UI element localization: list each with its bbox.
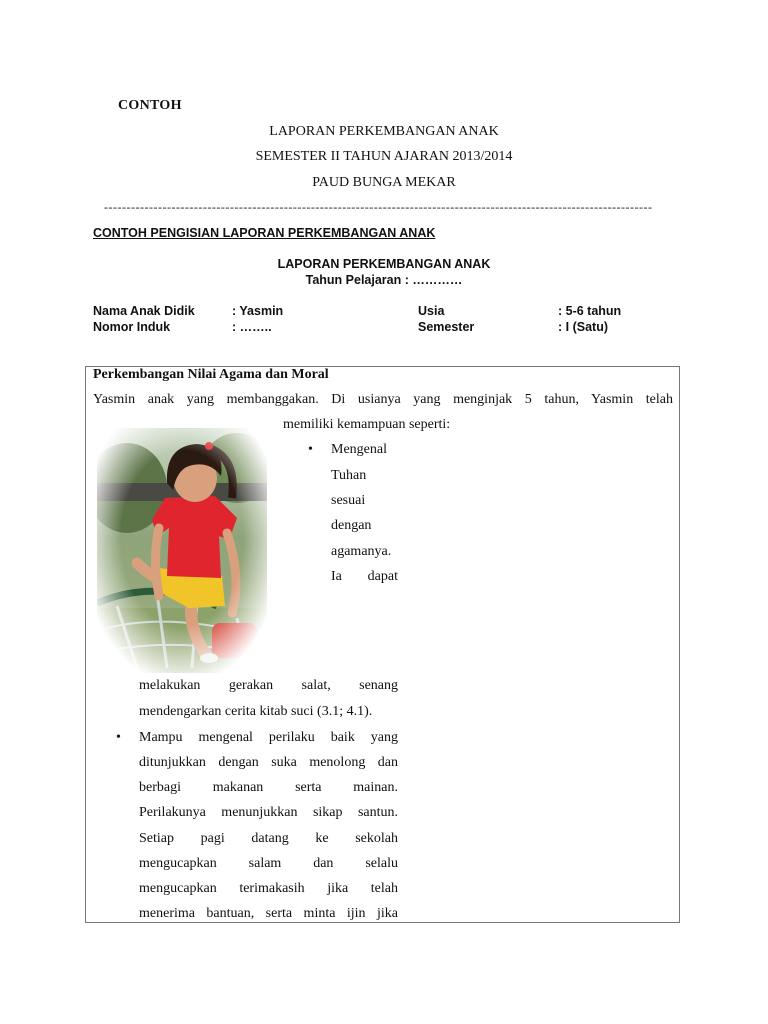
bullet-1-short-line: Ia dapat — [331, 569, 398, 584]
bullet-2-line-7: mengucapkan terimakasih jika telah — [139, 881, 398, 896]
child-photo — [97, 428, 267, 673]
name-value: : Yasmin — [232, 304, 284, 318]
name-label: Nama Anak Didik — [93, 304, 195, 318]
bullet-2-line-4: Perilakunya menunjukkan sikap santun. — [139, 805, 398, 820]
bullet-2-line-8: menerima bantuan, serta minta ijin jika — [139, 906, 398, 921]
bullet-1-word-2: Tuhan — [331, 468, 367, 483]
form-title: LAPORAN PERKEMBANGAN ANAK — [277, 257, 491, 271]
bullet-2-line-3: berbagi makanan serta mainan. — [139, 780, 398, 795]
bullet-1-continuation-1: melakukan gerakan salat, senang — [139, 678, 398, 693]
bullet-2-line-2: ditunjukkan dengan suka menolong dan — [139, 755, 398, 770]
semester-label: Semester — [418, 320, 475, 334]
report-heading: Perkembangan Nilai Agama dan Moral — [93, 367, 329, 382]
bullet-2-line-1: Mampu mengenal perilaku baik yang — [139, 730, 398, 745]
bullet-2-line-6: mengucapkan salam dan selalu — [139, 856, 398, 871]
section-heading: CONTOH PENGISIAN LAPORAN PERKEMBANGAN ANAK — [93, 226, 436, 240]
bullet-1-symbol: • — [308, 442, 313, 457]
bullet-1-word-5: agamanya. — [331, 544, 392, 559]
bullet-2-line-5: Setiap pagi datang ke sekolah — [139, 831, 398, 846]
id-label: Nomor Induk — [93, 320, 171, 334]
intro-line-1: Yasmin anak yang membanggakan. Di usianya yang menginjak 5 tahun, Yasmin telah — [93, 392, 673, 407]
bullet-1-word-1: Mengenal — [331, 442, 387, 457]
document-label: CONTOH — [118, 98, 182, 113]
dashed-divider: -------------------------------------------------------------------------------------------------------------------------- — [104, 200, 653, 214]
bullet-1-continuation-2: mendengarkan cerita kitab suci (3.1; 4.1). — [139, 704, 373, 719]
intro-line-2: memiliki kemampuan seperti: — [283, 417, 451, 432]
semester-line: SEMESTER II TAHUN AJARAN 2013/2014 — [255, 149, 513, 164]
school-name: PAUD BUNGA MEKAR — [312, 175, 456, 190]
age-value: : 5-6 tahun — [558, 304, 622, 318]
bullet-1-word-4: dengan — [331, 518, 372, 533]
form-year: Tahun Pelajaran : ………… — [305, 273, 463, 287]
age-label: Usia — [418, 304, 445, 318]
report-title: LAPORAN PERKEMBANGAN ANAK — [269, 124, 499, 139]
bullet-1-word-3: sesuai — [331, 493, 366, 508]
semester-value: : I (Satu) — [558, 320, 608, 334]
id-value: : …….. — [232, 320, 272, 334]
bullet-2-symbol: • — [116, 730, 121, 745]
